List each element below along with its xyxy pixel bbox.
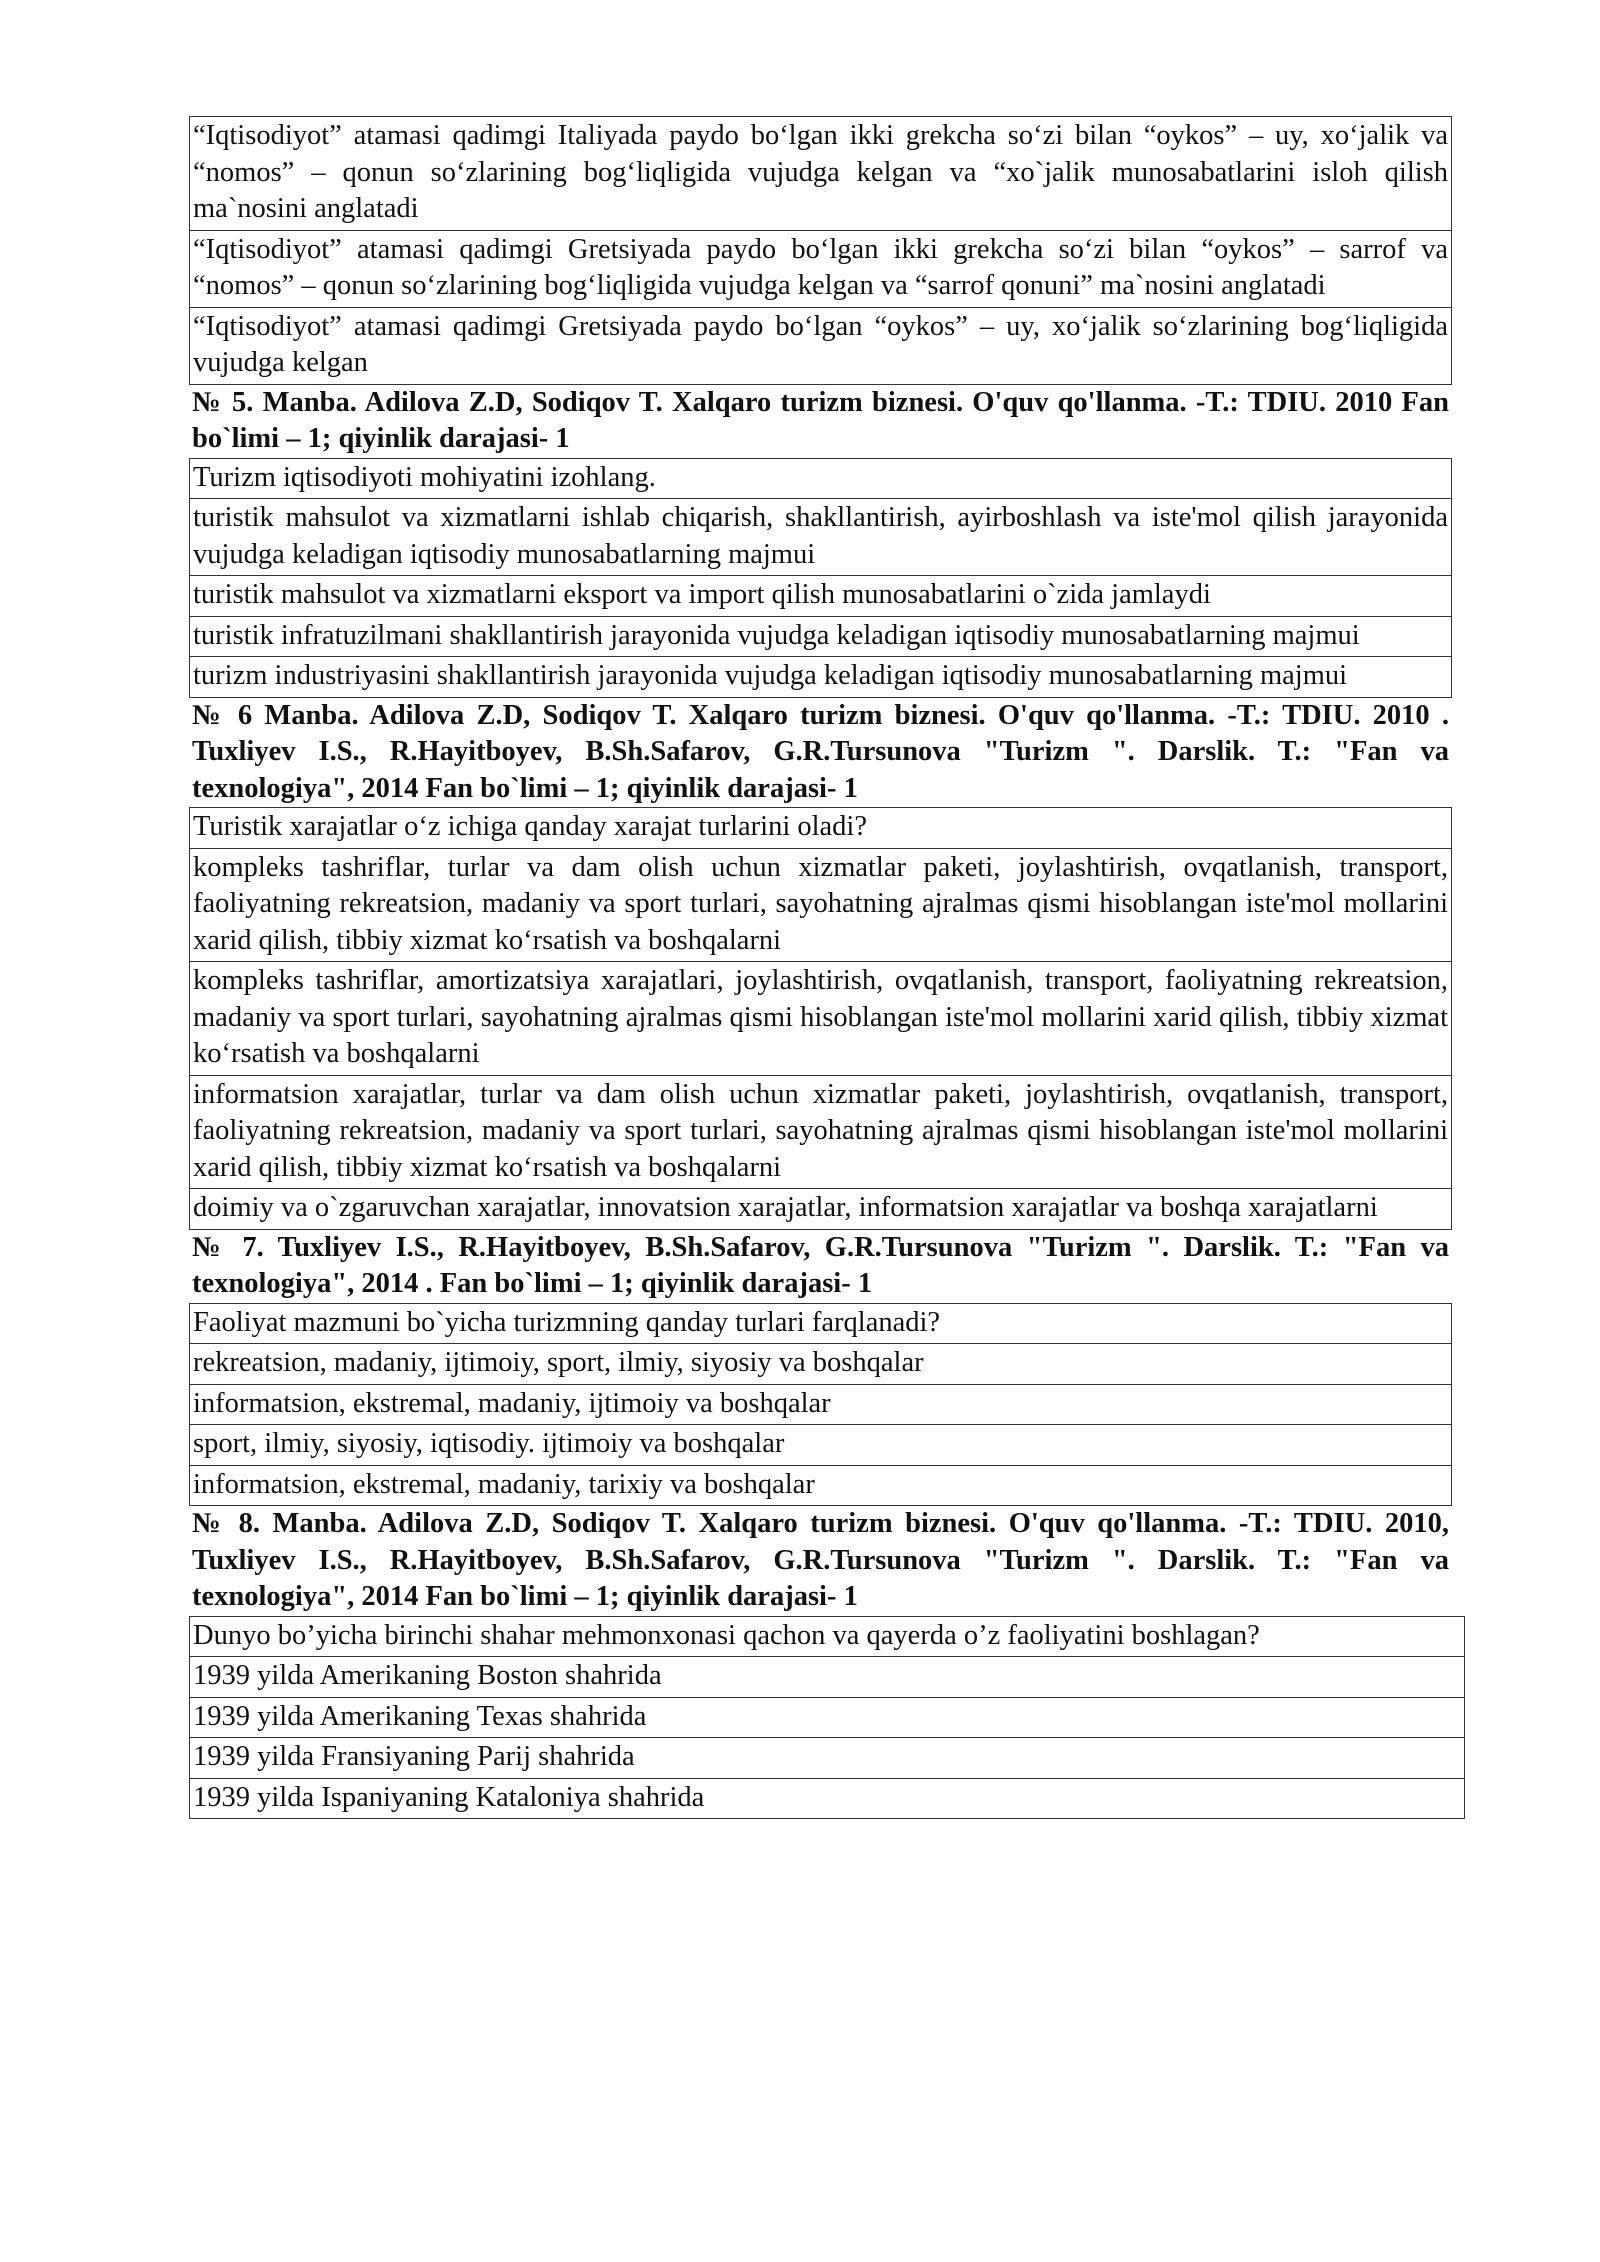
question-6-table [189, 807, 1452, 1230]
option-row: turistik infratuzilmani shakllantirish jarayonida vujudga keladigan iqtisodiy munosabatlarning majmui [189, 617, 1452, 658]
question-7-table [189, 1303, 1452, 1507]
option-row: turistik mahsulot va xizmatlarni eksport va import qilish munosabatlarini o`zida jamlaydi [189, 576, 1452, 617]
document-page [189, 116, 1452, 1819]
option-row: “Iqtisodiyot” atamasi qadimgi Gretsiyada paydo bo‘lgan “oykos” – uy, xo‘jalik so‘zlarining bog‘liqligida vujudga kelgan [189, 308, 1452, 385]
option-row: sport, ilmiy, siyosiy, iqtisodiy. ijtimoiy va boshqalar [189, 1425, 1452, 1466]
question-6-header: № 6 Manba. Adilova Z.D, Sodiqov T. Xalqaro turizm biznesi. O'quv qo'llanma. -T.: TDIU. 2010 . Tuxliyev I.S., R.Hayitboyev, B.Sh.Safarov, G.R.Tursunova "Turizm ". Darslik. T.: "Fan va texnologiya", 2014 Fan bo`limi – 1; qiyinlik darajasi- 1 [192, 699, 1449, 804]
option-row: 1939 yilda Amerikaning Boston shahrida [189, 1657, 1465, 1698]
question-8-table [189, 1616, 1465, 1820]
question-4-options-table [189, 116, 1452, 385]
option-row: turistik mahsulot va xizmatlarni ishlab chiqarish, shakllantirish, ayirboshlash va iste'mol qilish jarayonida vujudga keladigan iqtisodiy munosabatlarning majmui [189, 499, 1452, 576]
question-text: Turistik xarajatlar o‘z ichiga qanday xarajat turlarini oladi? [189, 807, 1452, 849]
option-row: rekreatsion, madaniy, ijtimoiy, sport, ilmiy, siyosiy va boshqalar [189, 1344, 1452, 1385]
option-row: “Iqtisodiyot” atamasi qadimgi Italiyada paydo bo‘lgan ikki grekcha so‘zi bilan “oykos” – uy, xo‘jalik va “nomos” – qonun so‘zlarining bog‘liqligida vujudga kelgan va “xo`jalik munosabatlarini isloh qilish ma`nosini anglatadi [189, 116, 1452, 231]
option-row: 1939 yilda Fransiyaning Parij shahrida [189, 1738, 1465, 1779]
question-text: Dunyo bo’yicha birinchi shahar mehmonxonasi qachon va qayerda o’z faoliyatini boshlagan? [189, 1616, 1465, 1658]
question-7-header: № 7. Tuxliyev I.S., R.Hayitboyev, B.Sh.Safarov, G.R.Tursunova "Turizm ". Darslik. T.: "Fan va texnologiya", 2014 . Fan bo`limi – 1; qiyinlik darajasi- 1 [192, 1231, 1449, 1299]
question-text: Turizm iqtisodiyoti mohiyatini izohlang. [189, 458, 1452, 500]
option-row: turizm industriyasini shakllantirish jarayonida vujudga keladigan iqtisodiy munosabatlarning majmui [189, 657, 1452, 698]
question-5-table [189, 458, 1452, 698]
option-row: informatsion xarajatlar, turlar va dam olish uchun xizmatlar paketi, joylashtirish, ovqatlanish, transport, faoliyatning rekreatsion, madaniy va sport turlari, sayohatning ajralmas qismi hisoblangan iste'mol mollarini xarid qilish, tibbiy xizmat ko‘rsatish va boshqalarni [189, 1076, 1452, 1190]
option-row: informatsion, ekstremal, madaniy, ijtimoiy va boshqalar [189, 1385, 1452, 1426]
question-text: Faoliyat mazmuni bo`yicha turizmning qanday turlari farqlanadi? [189, 1303, 1452, 1345]
option-row: kompleks tashriflar, amortizatsiya xarajatlari, joylashtirish, ovqatlanish, transport, faoliyatning rekreatsion, madaniy va sport turlari, sayohatning ajralmas qismi hisoblangan iste'mol mollarini xarid qilish, tibbiy xizmat ko‘rsatish va boshqalarni [189, 962, 1452, 1076]
option-row: doimiy va o`zgaruvchan xarajatlar, innovatsion xarajatlar, informatsion xarajatlar va boshqa xarajatlarni [189, 1189, 1452, 1230]
question-8-header: № 8. Manba. Adilova Z.D, Sodiqov T. Xalqaro turizm biznesi. O'quv qo'llanma. -T.: TDIU. 2010, Tuxliyev I.S., R.Hayitboyev, B.Sh.Safarov, G.R.Tursunova "Turizm ". Darslik. T.: "Fan va texnologiya", 2014 Fan bo`limi – 1; qiyinlik darajasi- 1 [192, 1508, 1449, 1612]
option-row: “Iqtisodiyot” atamasi qadimgi Gretsiyada paydo bo‘lgan ikki grekcha so‘zi bilan “oykos” – sarrof va “nomos” – qonun so‘zlarining bog‘liqligida vujudga kelgan va “sarrof qonuni” ma`nosini anglatadi [189, 231, 1452, 308]
option-row: kompleks tashriflar, turlar va dam olish uchun xizmatlar paketi, joylashtirish, ovqatlanish, transport, faoliyatning rekreatsion, madaniy va sport turlari, sayohatning ajralmas qismi hisoblangan iste'mol mollarini xarid qilish, tibbiy xizmat ko‘rsatish va boshqalarni [189, 849, 1452, 963]
option-row: informatsion, ekstremal, madaniy, tarixiy va boshqalar [189, 1466, 1452, 1507]
option-row: 1939 yilda Amerikaning Texas shahrida [189, 1698, 1465, 1739]
question-5-header: № 5. Manba. Adilova Z.D, Sodiqov T. Xalqaro turizm biznesi. O'quv qo'llanma. -T.: TDIU. 2010 Fan bo`limi – 1; qiyinlik darajasi- 1 [192, 386, 1449, 454]
option-row: 1939 yilda Ispaniyaning Kataloniya shahrida [189, 1779, 1465, 1820]
